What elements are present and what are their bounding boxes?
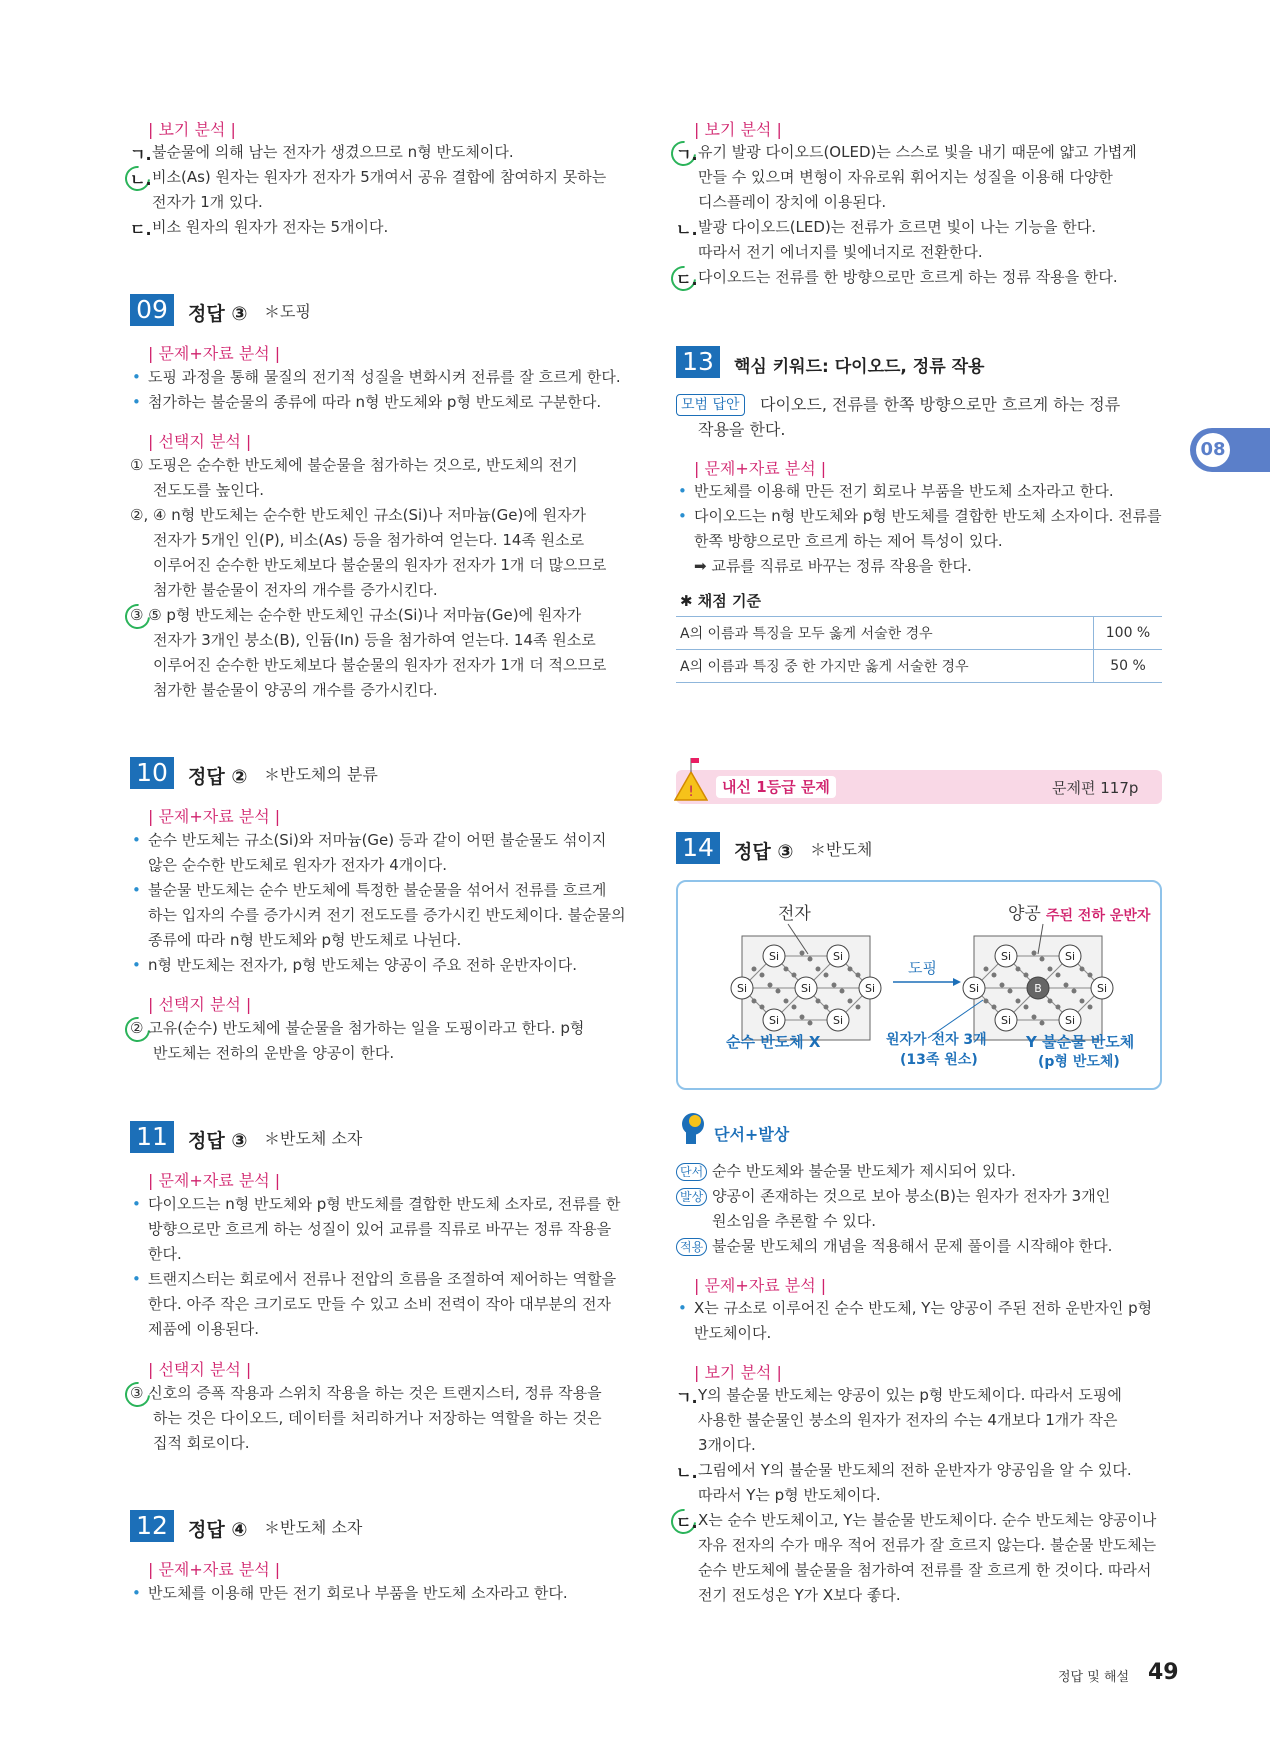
data-analysis-head: | 문제+자료 분석 | [694,459,827,478]
bullet-line: • 도핑 과정을 통해 물질의 전기적 성질을 변화시켜 전류를 잘 흐르게 한다. [148,367,621,387]
bullet-line: • 트랜지스터는 회로에서 전류나 전압의 흐름을 조절하여 제어하는 역할을 [148,1269,616,1289]
atom-label: Si [1064,1014,1076,1027]
valence-electron [1080,967,1085,972]
text-line: 반도체이다. [694,1324,772,1342]
choice-line: 전자가 5개인 인(P), 비소(As) 등을 첨가하여 얻는다. 14족 원소로 [153,531,585,549]
question-number: 13 [676,346,720,378]
bullet-line: • 순수 반도체는 규소(Si)와 저마늄(Ge) 등과 같이 어떤 불순물도 섞이지 [148,830,606,850]
fig-electron-label: 전자 [778,904,811,924]
choice-analysis-head: | 선택지 분석 | [148,995,252,1014]
bogi-line: 발광 다이오드(LED)는 전류가 흐르면 빛이 나는 기능을 한다. [698,218,1097,236]
atom-label: Si [1064,950,1076,963]
bogi-line: 다이오드는 전류를 한 방향으로만 흐르게 하는 정류 작용을 한다. [698,268,1118,286]
bogi-line: 비소 원자의 원자가 전자는 5개이다. [152,218,389,236]
svg-text:!: ! [688,784,694,800]
criteria-pct: 100 % [1094,617,1163,650]
answer-label: 정답 ③ [734,841,794,863]
bullet-line: • n형 반도체는 전자가, p형 반도체는 양공이 주요 전하 운반자이다. [148,955,577,975]
hint-tag: 단서 [676,1163,707,1181]
question-number: 11 [130,1121,174,1153]
data-analysis-head: | 문제+자료 분석 | [148,1560,281,1579]
fig-ptype-sub: (p형 반도체) [1038,1054,1120,1070]
criteria-desc: A의 이름과 특징을 모두 옳게 서술한 경우 [676,617,1094,650]
valence-electron [1088,1005,1093,1010]
question-number: 10 [130,757,174,789]
mark-digeut: ㄷ. [676,270,698,289]
mark-giyeok: ㄱ. [130,145,152,164]
mark-digeut: ㄷ. [676,1513,698,1532]
bogi-line: 불순물에 의해 남는 전자가 생겼으므로 n형 반도체이다. [152,143,514,161]
hint-tag: 발상 [676,1188,707,1206]
choice-line: ② 고유(순수) 반도체에 불순물을 첨가하는 일을 도핑이라고 한다. p형 [130,1019,585,1037]
valence-electron [816,999,821,1004]
choice-line: ②, ④ n형 반도체는 순수한 반도체인 규소(Si)나 저마늄(Ge)에 원자가 [130,506,587,524]
bogi-line: 전자가 1개 있다. [152,193,263,211]
atom-label: Si [1000,950,1012,963]
valence-electron [848,999,853,1004]
criteria-pct: 50 % [1094,650,1163,683]
valence-electron [1064,983,1069,988]
bogi-line: 순수 반도체에 불순물을 첨가하여 전류를 잘 흐르게 한 것이다. 따라서 [698,1561,1152,1579]
bullet-line: • X는 규소로 이루어진 순수 반도체, Y는 양공이 주된 전하 운반자인 p형 [694,1298,1152,1318]
chapter-number: 08 [1196,433,1230,467]
text-line: 한다. 아주 작은 크기로도 만들 수 있고 소비 전력이 작아 대부분의 전자 [148,1295,611,1313]
fig-pure-label: 순수 반도체 X [726,1033,821,1051]
data-analysis-head: | 문제+자료 분석 | [148,807,281,826]
bogi-line: 따라서 전기 에너지를 빛에너지로 전환한다. [698,243,983,261]
fig-boron-group: (13족 원소) [900,1052,978,1068]
atom-label: Si [768,950,780,963]
question-number: 14 [676,832,720,864]
chapter-tab[interactable] [1190,428,1270,472]
bogi-line: 비소(As) 원자는 원자가 전자가 5개여서 공유 결합에 참여하지 못하는 [152,168,607,186]
valence-electron [1024,973,1029,978]
bogi-line: 만들 수 있으며 변형이 자유로워 휘어지는 성질을 이용해 다양한 [698,168,1113,186]
valence-electron [1056,1005,1061,1010]
valence-electron [1088,973,1093,978]
hint-line: 순수 반도체와 불순물 반도체가 제시되어 있다. [712,1162,1016,1180]
bogi-head: | 보기 분석 | [694,1363,782,1382]
lattice-figure [676,880,1162,1090]
valence-electron [1048,999,1053,1004]
question-number: 09 [130,294,174,326]
data-analysis-head: | 문제+자료 분석 | [694,1276,827,1295]
fig-doping-label: 도핑 [908,959,937,977]
warning-icon [674,758,708,806]
valence-electron [848,967,853,972]
bogi-line: 3개이다. [698,1436,756,1454]
text-line: 한쪽 방향으로만 흐르게 하는 제어 특성이 있다. [694,532,1003,550]
criteria-row [676,617,1162,650]
choice-line: ③ ⑤ p형 반도체는 순수한 반도체인 규소(Si)나 저마늄(Ge)에 원자가 [130,606,582,624]
atom-label: Si [736,982,748,995]
valence-electron [776,989,781,994]
valence-electron [1072,989,1077,994]
answer-label: 정답 ③ [188,1130,248,1152]
bogi-line: 그림에서 Y의 불순물 반도체의 전하 운반자가 양공임을 알 수 있다. [698,1461,1132,1479]
criteria-row [676,650,1162,683]
criteria-table [676,616,1162,683]
hint-line: 양공이 존재하는 것으로 보아 붕소(B)는 원자가 전자가 3개인 [712,1187,1111,1205]
valence-electron [1024,1005,1029,1010]
valence-electron [1008,989,1013,994]
mark-giyeok: ㄱ. [676,1388,698,1407]
choice-line: 전자가 3개인 붕소(B), 인듐(In) 등을 첨가하여 얻는다. 14족 원소로 [153,631,596,649]
keyword-title: 핵심 키워드: 다이오드, 정류 작용 [734,357,985,377]
valence-electron [824,973,829,978]
bogi-head: | 보기 분석 | [694,120,782,139]
valence-electron [808,957,813,962]
valence-electron [840,989,845,994]
valence-electron [1016,999,1021,1004]
atom-label: Si [1096,982,1108,995]
choice-line: ① 도핑은 순수한 반도체에 불순물을 첨가하는 것으로, 반도체의 전기 [130,456,578,474]
text-line: 방향으로만 흐르게 하는 성질이 있어 교류를 직류로 바꾸는 정류 작용을 [148,1220,612,1238]
topic-label: ＊반도체 소자 [264,1518,363,1537]
valence-electron [1040,1021,1045,1026]
bullet-line: • 반도체를 이용해 만든 전기 회로나 부품을 반도체 소자라고 한다. [694,481,1114,501]
hint-line: 원소임을 추론할 수 있다. [712,1212,876,1230]
valence-electron [984,967,989,972]
atom-label: Si [968,982,980,995]
hint-tag: 적용 [676,1238,707,1256]
valence-electron [1000,983,1005,988]
valence-electron [1032,1015,1037,1020]
valence-electron [824,1005,829,1010]
choice-analysis-head: | 선택지 분석 | [148,1360,252,1379]
bogi-line: Y의 불순물 반도체는 양공이 있는 p형 반도체이다. 따라서 도핑에 [698,1386,1122,1404]
valence-electron [832,983,837,988]
valence-electron [752,967,757,972]
choice-line: 전도도를 높인다. [153,481,264,499]
valence-electron [1016,967,1021,972]
bullet-line: • 반도체를 이용해 만든 전기 회로나 부품을 반도체 소자라고 한다. [148,1583,568,1603]
valence-electron [856,1005,861,1010]
valence-electron [792,973,797,978]
footer-label: 정답 및 해설 [1058,1670,1130,1685]
valence-electron [784,967,789,972]
fig-hole-note: 주된 전하 운반자 [1046,908,1151,924]
atom-label: Si [832,950,844,963]
criteria-desc: A의 이름과 특징 중 한 가지만 옳게 서술한 경우 [676,650,1094,683]
valence-electron [800,951,805,956]
choice-line: 반도체는 전하의 운반을 양공이 한다. [153,1044,395,1062]
valence-electron [992,973,997,978]
bogi-line: 사용한 불순물인 붕소의 원자가 전자의 수는 4개보다 1개가 작은 [698,1411,1118,1429]
atom-label: Si [768,1014,780,1027]
topic-label: ＊반도체의 분류 [264,765,378,784]
topic-label: ＊반도체 [810,840,873,859]
bogi-line: 전기 전도성은 Y가 X보다 좋다. [698,1586,901,1604]
model-answer-line: 작용을 한다. [698,420,786,439]
choice-line: 하는 것은 다이오드, 데이터를 처리하거나 저장하는 역할을 하는 것은 [153,1409,602,1427]
atom-label: Si [1000,1014,1012,1027]
topic-label: ＊도핑 [264,302,311,321]
choice-line: 이루어진 순수한 반도체보다 불순물의 원자가 전자가 1개 더 많으므로 [153,556,607,574]
bogi-line: 유기 발광 다이오드(OLED)는 스스로 빛을 내기 때문에 얇고 가볍게 [698,143,1137,161]
bogi-line: 디스플레이 장치에 이용된다. [698,193,887,211]
valence-electron [760,1005,765,1010]
valence-electron [808,1021,813,1026]
valence-electron [984,999,989,1004]
text-line: ➡ 교류를 직류로 바꾸는 정류 작용을 한다. [694,557,972,575]
choice-line: 첨가한 불순물이 전자의 개수를 증가시킨다. [153,581,438,599]
atom-label: Si [800,982,812,995]
valence-electron [768,983,773,988]
choice-analysis-head: | 선택지 분석 | [148,432,252,451]
topic-label: ＊반도체 소자 [264,1129,363,1148]
criteria-head: ✱ 채점 기준 [680,592,761,610]
valence-electron [856,973,861,978]
question-number: 12 [130,1510,174,1542]
mark-digeut: ㄷ. [130,220,152,239]
bogi-head: | 보기 분석 | [148,120,236,139]
data-analysis-head: | 문제+자료 분석 | [148,344,281,363]
page-number: 49 [1148,1660,1179,1685]
valence-electron [1080,999,1085,1004]
mark-giyeok: ㄱ. [676,145,698,164]
bullet-line: • 불순물 반도체는 순수 반도체에 특정한 불순물을 섞어서 전류를 흐르게 [148,880,606,900]
text-line: 한다. [148,1245,182,1263]
valence-electron [1048,967,1053,972]
answer-label: 정답 ② [188,766,248,788]
valence-electron [752,999,757,1004]
valence-electron [1040,957,1045,962]
fig-hole-label: 양공 [1008,904,1041,924]
fig-boron-label: 원자가 전자 3개 [886,1032,987,1048]
lightbulb-head-icon [678,1110,708,1150]
valence-electron [992,1005,997,1010]
atom-label: Si [864,982,876,995]
mark-nieun: ㄴ. [676,1463,698,1482]
model-answer-tag: 모범 답안 [676,394,745,416]
valence-electron [800,1015,805,1020]
valence-electron [784,999,789,1004]
atom-label: B [1034,982,1042,995]
text-line: 않은 순수한 반도체로 원자가 전자가 4개이다. [148,856,447,874]
choice-line: ③ 신호의 증폭 작용과 스위치 작용을 하는 것은 트랜지스터, 정류 작용을 [130,1384,602,1402]
answer-label: 정답 ④ [188,1519,248,1541]
choice-line: 집적 회로이다. [153,1434,250,1452]
banner-page-ref: 문제편 117p [1052,779,1139,797]
valence-electron [760,973,765,978]
choice-line: 첨가한 불순물이 양공의 개수를 증가시킨다. [153,681,438,699]
model-answer-line: 다이오드, 전류를 한쪽 방향으로만 흐르게 하는 정류 [760,395,1121,414]
data-analysis-head: | 문제+자료 분석 | [148,1171,281,1190]
atom-label: Si [832,1014,844,1027]
bogi-line: 자유 전자의 수가 매우 적어 전류가 잘 흐르지 않는다. 불순물 반도체는 [698,1536,1157,1554]
valence-electron [1032,951,1037,956]
text-line: 제품에 이용된다. [148,1320,259,1338]
valence-electron [792,1005,797,1010]
bullet-line: • 첨가하는 불순물의 종류에 따라 n형 반도체와 p형 반도체로 구분한다. [148,392,601,412]
mark-nieun: ㄴ. [130,170,152,189]
mark-nieun: ㄴ. [676,220,698,239]
fig-ptype-label: Y 불순물 반도체 [1026,1033,1135,1051]
choice-line: 이루어진 순수한 반도체보다 불순물의 원자가 전자가 1개 더 적으므로 [153,656,607,674]
bullet-line: • 다이오드는 n형 반도체와 p형 반도체를 결합한 반도체 소자이다. 전류를 [694,506,1162,526]
banner-label: 내신 1등급 문제 [716,776,836,798]
bullet-line: • 다이오드는 n형 반도체와 p형 반도체를 결합한 반도체 소자로, 전류를 한 [148,1194,620,1214]
hint-head: 단서+발상 [714,1125,790,1144]
valence-electron [816,967,821,972]
bogi-line: 따라서 Y는 p형 반도체이다. [698,1486,881,1504]
text-line: 종류에 따라 n형 반도체와 p형 반도체로 나뉜다. [148,931,462,949]
text-line: 하는 입자의 수를 증가시켜 전기 전도도를 증가시킨 반도체이다. 불순물의 [148,906,626,924]
answer-label: 정답 ③ [188,303,248,325]
hint-line: 불순물 반도체의 개념을 적용해서 문제 풀이를 시작해야 한다. [712,1237,1113,1255]
bogi-line: X는 순수 반도체이고, Y는 불순물 반도체이다. 순수 반도체는 양공이나 [698,1511,1157,1529]
valence-electron [1056,973,1061,978]
